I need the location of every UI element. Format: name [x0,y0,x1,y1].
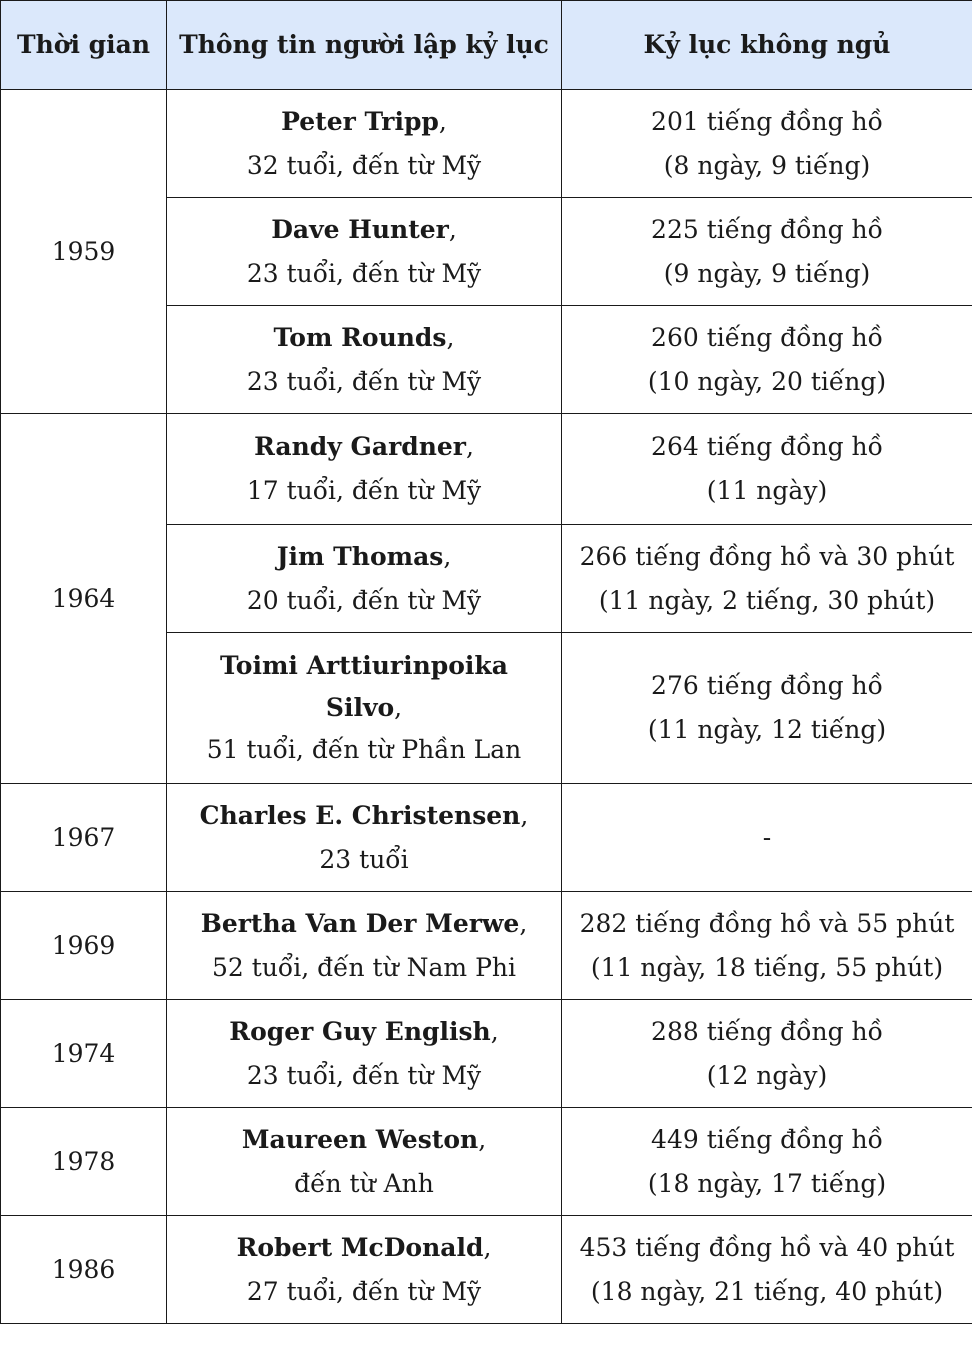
name-separator: , [394,693,403,722]
table-row [1,414,972,525]
year-cell: 1967 [1,784,167,892]
record-cell [562,1216,972,1324]
person-name: Jim Thomas [276,541,444,571]
person-info-cell [167,198,562,306]
person-info-cell [167,90,562,198]
record-hours: 449 tiếng đồng hồ [651,1124,883,1154]
name-separator: , [443,541,452,571]
person-info-cell [167,525,562,633]
record-days: (8 ngày, 9 tiếng) [663,150,871,180]
record-cell [562,198,972,306]
year-cell: 1964 [1,414,167,784]
name-separator: , [478,1124,487,1154]
person-detail: 23 tuổi, đến từ Mỹ [246,1060,482,1090]
person-name: Bertha Van Der Merwe [200,908,520,938]
record-hours: - [762,822,772,852]
person-name: Dave Hunter [271,214,449,244]
record-days: (11 ngày, 12 tiếng) [647,715,887,744]
record-hours: 264 tiếng đồng hồ [651,432,883,461]
person-detail: 32 tuổi, đến từ Mỹ [246,150,482,180]
person-name: Maureen Weston [241,1124,479,1154]
year-cell: 1959 [1,90,167,414]
record-cell [562,306,972,414]
person-name: Robert McDonald [236,1232,484,1262]
person-detail: 23 tuổi, đến từ Mỹ [246,258,482,288]
table-row [1,892,972,1000]
person-detail: đến từ Anh [294,1168,434,1198]
year-cell: 1986 [1,1216,167,1324]
record-cell [562,1108,972,1216]
name-separator: , [520,800,529,830]
person-name: Silvo [325,693,395,722]
table-row [1,784,972,892]
record-hours: 282 tiếng đồng hồ và 55 phút [579,908,955,938]
record-days: (11 ngày, 2 tiếng, 30 phút) [598,585,936,615]
record-hours: 276 tiếng đồng hồ [651,671,883,700]
year-cell: 1969 [1,892,167,1000]
record-hours: 266 tiếng đồng hồ và 30 phút [579,541,955,571]
record-hours: 453 tiếng đồng hồ và 40 phút [579,1232,955,1262]
person-info-cell [167,1108,562,1216]
table-row [1,1108,972,1216]
person-info-cell [167,414,562,525]
header-record: Kỷ lục không ngủ [562,1,972,90]
name-separator: , [438,106,447,136]
record-days: (11 ngày) [706,476,828,505]
name-separator: , [448,214,457,244]
person-detail: 23 tuổi, đến từ Mỹ [246,366,482,396]
person-detail: 51 tuổi, đến từ Phần Lan [206,735,522,764]
person-name: Charles E. Christensen [199,800,521,830]
table-row [1,1000,972,1108]
table-row [1,1216,972,1324]
person-name: Peter Tripp [281,106,439,136]
person-detail: 27 tuổi, đến từ Mỹ [246,1276,482,1306]
person-info-cell [167,633,562,784]
person-info-cell [167,892,562,1000]
record-hours: 288 tiếng đồng hồ [651,1016,883,1046]
record-cell [562,414,972,525]
person-name: Randy Gardner [254,432,466,461]
name-separator: , [519,908,528,938]
name-separator: , [483,1232,492,1262]
record-hours: 225 tiếng đồng hồ [651,214,883,244]
table-row [1,90,972,198]
person-detail: 17 tuổi, đến từ Mỹ [246,476,482,505]
record-days: (12 ngày) [706,1060,828,1090]
record-cell [562,892,972,1000]
record-cell [562,784,972,892]
header-info: Thông tin người lập kỷ lục [167,1,562,90]
record-days: (11 ngày, 18 tiếng, 55 phút) [590,952,944,982]
person-info-cell [167,1216,562,1324]
person-info-cell [167,784,562,892]
name-separator: , [446,322,455,352]
record-days: (10 ngày, 20 tiếng) [647,366,887,396]
year-cell: 1974 [1,1000,167,1108]
record-days: (18 ngày, 21 tiếng, 40 phút) [590,1276,944,1306]
record-cell [562,90,972,198]
person-detail: 52 tuổi, đến từ Nam Phi [212,952,516,982]
person-name: Roger Guy English [229,1016,491,1046]
record-cell [562,1000,972,1108]
person-name: Tom Rounds [273,322,447,352]
table-header-row [1,1,972,90]
person-info-cell [167,306,562,414]
person-detail: 20 tuổi, đến từ Mỹ [246,585,482,615]
person-detail: 23 tuổi [319,844,409,874]
name-separator: , [490,1016,499,1046]
record-days: (9 ngày, 9 tiếng) [663,258,871,288]
person-name-first-line: Toimi Arttiurinpoika [220,651,508,680]
person-info-cell [167,1000,562,1108]
record-days: (18 ngày, 17 tiếng) [647,1168,887,1198]
record-cell [562,525,972,633]
header-time: Thời gian [1,1,167,90]
record-cell [562,633,972,784]
record-hours: 201 tiếng đồng hồ [651,106,883,136]
name-separator: , [465,432,474,461]
year-cell: 1978 [1,1108,167,1216]
record-hours: 260 tiếng đồng hồ [651,322,883,352]
